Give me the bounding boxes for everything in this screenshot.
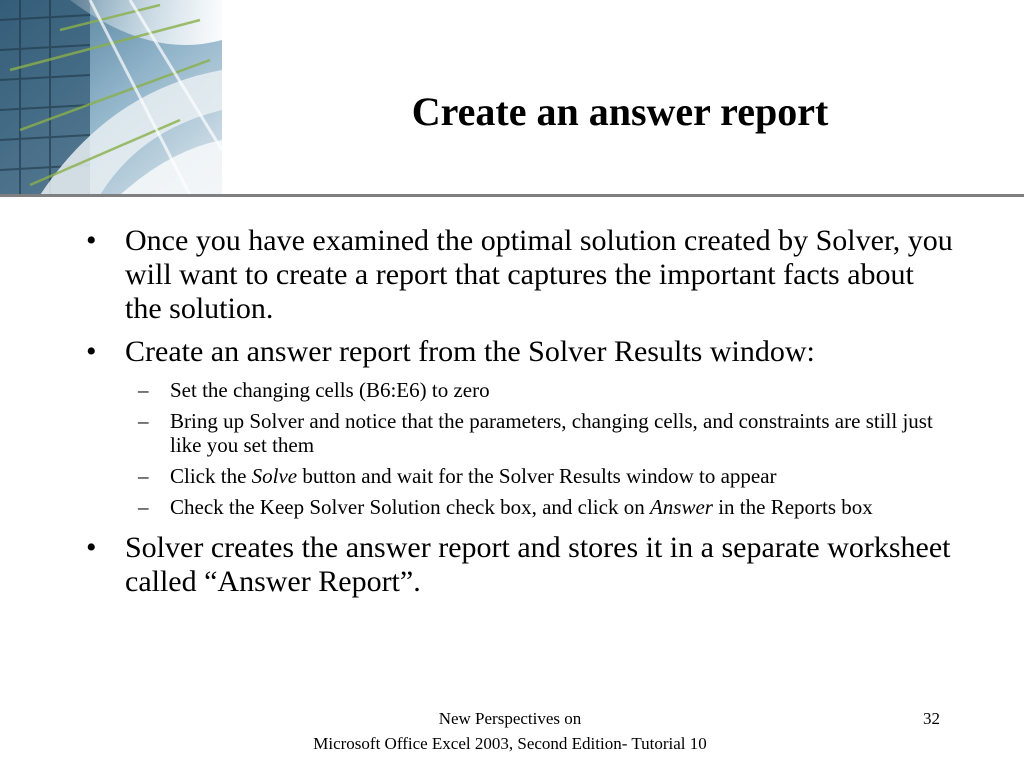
header-image xyxy=(0,0,222,195)
sub-bullet-text-part: Set the changing cells (B6:E6) to zero xyxy=(170,378,490,402)
sub-bullet-marker: – xyxy=(138,464,149,488)
sub-bullet-text-part: Check the Keep Solver Solution check box, and click on xyxy=(170,495,650,519)
bullet-text: Solver creates the answer report and stores it in a separate worksheet called “Answer Report”. xyxy=(125,531,951,598)
footer-line-2: Microsoft Office Excel 2003, Second Edition- Tutorial 10 xyxy=(313,734,707,753)
sub-bullet-marker: – xyxy=(138,409,149,433)
sub-bullet-marker: – xyxy=(138,378,149,402)
title-divider xyxy=(0,194,1024,197)
bullet-text: Create an answer report from the Solver Results window: xyxy=(125,335,815,368)
sub-bullet-text xyxy=(170,409,956,457)
sub-bullet-text-part: Bring up Solver and notice that the parameters, changing cells, and constraints are still just like you set them xyxy=(170,409,933,457)
sub-bullet-list xyxy=(86,378,956,519)
bullet-text: Once you have examined the optimal solution created by Solver, you will want to create a report that captures the important facts about the solution. xyxy=(125,224,953,325)
answer-emphasis: Answer xyxy=(649,495,713,519)
page-number: 32 xyxy=(923,709,940,728)
sub-bullet-text-part: button and wait for the Solver Results window to appear xyxy=(297,464,777,488)
footer-line-1: New Perspectives on xyxy=(438,709,582,728)
solve-emphasis: Solve xyxy=(251,464,298,488)
sub-bullet-item xyxy=(138,409,956,457)
slide-footer xyxy=(260,706,760,756)
sub-bullet-item xyxy=(138,495,956,519)
sub-bullet-text xyxy=(170,464,956,488)
sub-bullet-item xyxy=(138,464,956,488)
sub-bullet-item xyxy=(138,378,956,402)
sub-bullet-marker: – xyxy=(138,495,149,519)
sub-bullet-text-part: Click the xyxy=(170,464,252,488)
bullet-marker: • xyxy=(86,531,97,564)
bullet-marker: • xyxy=(86,335,97,368)
bullet-item xyxy=(86,335,956,369)
slide-content xyxy=(86,224,956,608)
slide-title: Create an answer report xyxy=(411,89,829,134)
sub-bullet-text xyxy=(170,495,956,519)
sub-bullet-text-part: in the Reports box xyxy=(712,495,873,519)
bullet-item xyxy=(86,531,956,599)
bullet-item xyxy=(86,224,956,326)
architecture-photo-icon xyxy=(0,0,222,195)
bullet-marker: • xyxy=(86,224,97,257)
sub-bullet-text xyxy=(170,378,956,402)
